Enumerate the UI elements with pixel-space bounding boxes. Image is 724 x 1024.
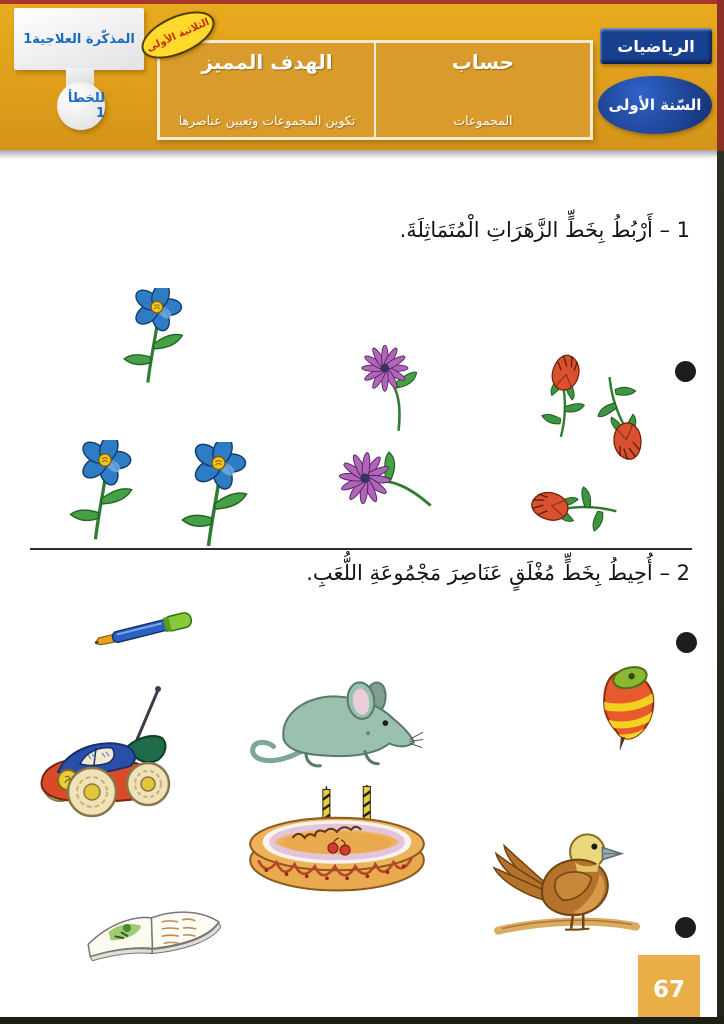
blue-flower-icon	[58, 440, 150, 545]
exercise1-instruction: 1 – أَرْبُطُ بِخَطٍّ الزَّهَرَاتِ الْمُتَمَاثِلَةَ.	[399, 218, 690, 242]
red-rose-icon	[524, 471, 625, 544]
trimester-ribbon: الثلاثية الأولى	[135, 2, 222, 68]
scan-edge-top	[0, 0, 724, 4]
page-header	[0, 0, 724, 150]
year-button: السّنة الأولى	[598, 76, 712, 134]
error-number-badge: للخطأ 1	[57, 82, 105, 130]
subject-button: الرياضيات	[600, 28, 712, 64]
objective-title: الهدف المميز	[201, 50, 333, 74]
spinning-top-icon	[582, 665, 674, 750]
open-book-icon	[80, 885, 228, 967]
blue-flower-icon	[170, 442, 265, 552]
binder-hole-dot	[676, 632, 697, 653]
pen-icon	[88, 598, 206, 660]
birthday-cake-icon	[236, 785, 438, 907]
objective-cell	[160, 43, 376, 137]
mouse-icon	[245, 660, 423, 780]
red-rose-icon	[584, 368, 657, 469]
binder-hole-dot	[675, 361, 696, 382]
blue-flower-icon	[110, 288, 202, 388]
section-divider	[30, 548, 692, 550]
purple-daisy-icon	[328, 421, 456, 544]
bird-icon	[490, 815, 642, 947]
scan-edge-bottom	[0, 1017, 724, 1024]
scan-edge-right	[717, 0, 724, 1024]
toy-car-icon	[28, 676, 193, 826]
subject-subtitle: المجموعات	[453, 113, 513, 128]
memo-badge: المذكّرة العلاجية1	[14, 8, 144, 70]
subject-cell	[376, 43, 590, 137]
topic-table	[157, 40, 593, 140]
binder-hole-dot	[675, 917, 696, 938]
objective-subtitle: تكوين المجموعات وتعيين عناصرها	[178, 113, 356, 128]
purple-daisy-icon	[360, 345, 432, 435]
exercise2-instruction: 2 – أُحِيطُ بِخَطٍّ مُغْلَقٍ عَنَاصِرَ مَجْمُوعَةِ اللُّعَبِ.	[306, 561, 690, 585]
header-shadow	[0, 150, 724, 159]
page-number-badge: 67	[638, 955, 700, 1024]
subject-title: حساب	[451, 50, 515, 74]
